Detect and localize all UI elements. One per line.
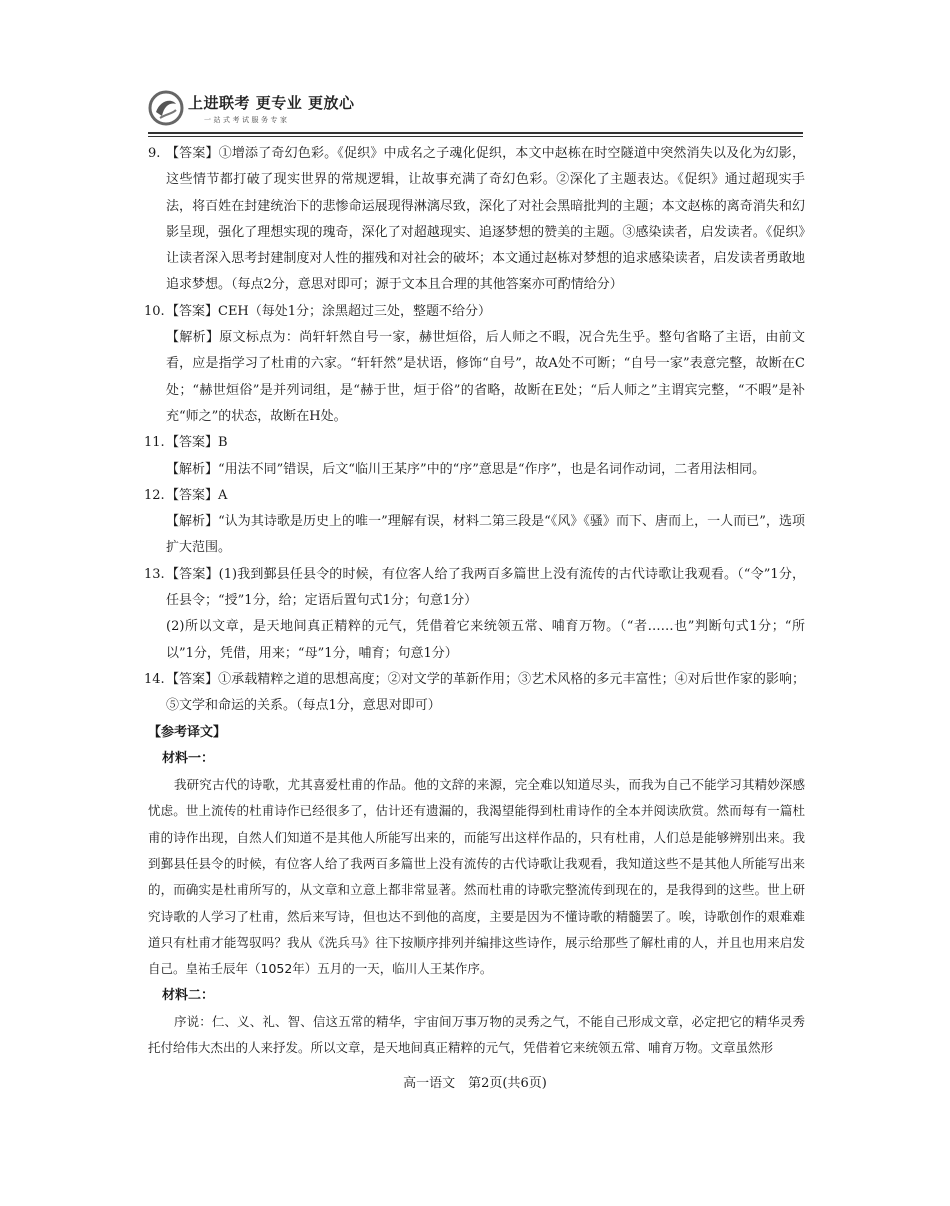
- answer-text: 【答案】A: [166, 487, 228, 503]
- item-number: 12.: [144, 487, 165, 503]
- header-slogan: 上进联考 更专业 更放心: [188, 94, 355, 112]
- header-rule-thick: [148, 132, 803, 134]
- answer-text: 【答案】B: [166, 435, 228, 451]
- item-number: 9.: [148, 146, 161, 161]
- material-1-title: 材料一：: [162, 750, 215, 766]
- answer-text: 【答案】(1)我到鄞县任县令的时候，有位客人给了我两百多篇世上没有流传的古代诗歌让我观看。（“令”1分，任县令；“授”1分，给；定语后置句式1分；句意1分）: [166, 566, 805, 609]
- item-number: 10.: [144, 303, 165, 319]
- answer-item-10: [144, 299, 805, 325]
- answer-text-13-2: (2)所以文章，是天地间真正精粹的元气，凭借着它来统领五常、哺育万物。（“者……也”判断句式1分；“所以”1分，凭借，用来；“母”1分，哺育；句意1分）: [166, 619, 805, 661]
- header-rule-thin: [148, 136, 803, 137]
- answer-text: 【答案】①承载精粹之道的思想高度；②对文学的革新作用；③艺术风格的多元丰富性；④对后世作家的影响；⑤文学和命运的关系。（每点1分，意思对即可）: [166, 671, 805, 714]
- page-content: [144, 141, 805, 1061]
- material-1-text: 我研究古代的诗歌，尤其喜爱杜甫的作品。他的文辞的来源，完全难以知道尽头，而我为自己不能学习其精妙深感忧虑。世上流传的杜甫诗作已经很多了，估计还有遗漏的，我渴望能得到杜甫诗作的全本并阅读欣赏。然而每有一篇杜甫的诗作出现，自然人们知道不是其他人所能写出来的，而能写出这样作品的，只有杜甫，人们总是能够辨别出来。我到鄞县任县令的时候，有位客人给了我两百多篇世上没有流传的古代诗歌让我观看，我知道这些不是其他人所能写出来的，而确实是杜甫所写的，从文章和立意上都非常显著。然而杜甫的诗歌完整流传到现在的，是我得到的这些。世上研究诗歌的人学习了杜甫，然后来写诗，但也达不到他的高度，主要是因为不懂诗歌的精髓罢了。唉，诗歌创作的艰难难道只有杜甫才能驾驭吗？我从《洗兵马》往下按顺序排列并编排这些诗作，展示给那些了解杜甫的人，并且也用来启发自己。皇祐壬辰年（1052年）五月的一天，临川人王某作序。: [148, 777, 805, 977]
- item-number: 13.: [144, 566, 165, 582]
- analysis-text-10: 【解析】原文标点为：尚轩轩然自号一家，赫世烜俗，后人师之不暇，况合先生乎。整句省略了主语，由前文看，应是指学习了杜甫的六家。“轩轩然”是状语，修饰“自号”，故A处不可断；“自号一家”表意完整，故断在C处；“赫世烜俗”是并列词组，是“赫于世，烜于俗”的省略，故断在E处；“后人师之”主谓宾完整，“不暇”是补充“师之”的状态，故断在H处。: [166, 330, 805, 424]
- logo-icon: [148, 90, 184, 126]
- material-2-text: 序说：仁、义、礼、智、信这五常的精华，宇宙间万事万物的灵秀之气，不能自己形成文章，必定把它的精华灵秀托付给伟大杰出的人来抒发。所以文章，是天地间真正精粹的元气，凭借着它来统领五常、哺育万物。文章虽然形: [148, 1013, 805, 1056]
- answer-item-11: [144, 430, 805, 456]
- page-header: [148, 88, 803, 130]
- item-number: 11.: [144, 435, 165, 451]
- material-2-title: 材料二：: [162, 987, 215, 1003]
- header-sub-slogan: 一站式考试服务专家: [204, 116, 290, 124]
- answer-item-13: [144, 562, 805, 615]
- answer-item-14: [144, 667, 805, 720]
- page-footer: 高一语文 第2页(共6页): [403, 1076, 547, 1091]
- answer-item-9: [148, 141, 805, 299]
- answer-item-12: [144, 483, 805, 509]
- answer-text: 【答案】①增添了奇幻色彩。《促织》中成名之子魂化促织，本文中赵栋在时空隧道中突然消失以及化为幻影，这些情节都打破了现实世界的常规逻辑，让故事充满了奇幻色彩。②深化了主题表达。《促织》通过超现实手法，将百姓在封建统治下的悲惨命运展现得淋漓尽致，深化了对社会黑暗批判的主题；本文赵栋的离奇消失和幻影呈现，强化了理想实现的瑰奇，深化了对超越现实、追逐梦想的赞美的主题。③感染读者，启发读者。《促织》让读者深入思考封建制度对人性的摧残和对社会的破坏；本文通过赵栋对梦想的追求感染读者，启发读者勇敢地追求梦想。（每点2分，意思对即可；源于文本且合理的其他答案亦可酌情给分）: [166, 146, 805, 293]
- analysis-text-11: 【解析】“用法不同”错误，后文“临川王某序”中的“序”意思是“作序”，也是名词作动词，二者用法相同。: [166, 461, 766, 477]
- answer-text: 【答案】CEH（每处1分；涂黑超过三处，整题不给分）: [166, 303, 492, 319]
- item-number: 14.: [144, 671, 165, 687]
- reference-translation-title: 【参考译文】: [148, 724, 227, 740]
- analysis-text-12: 【解析】“认为其诗歌是历史上的唯一”理解有误，材料二第三段是“《风》《骚》而下、唐而上，一人而已”，选项扩大范围。: [166, 514, 805, 556]
